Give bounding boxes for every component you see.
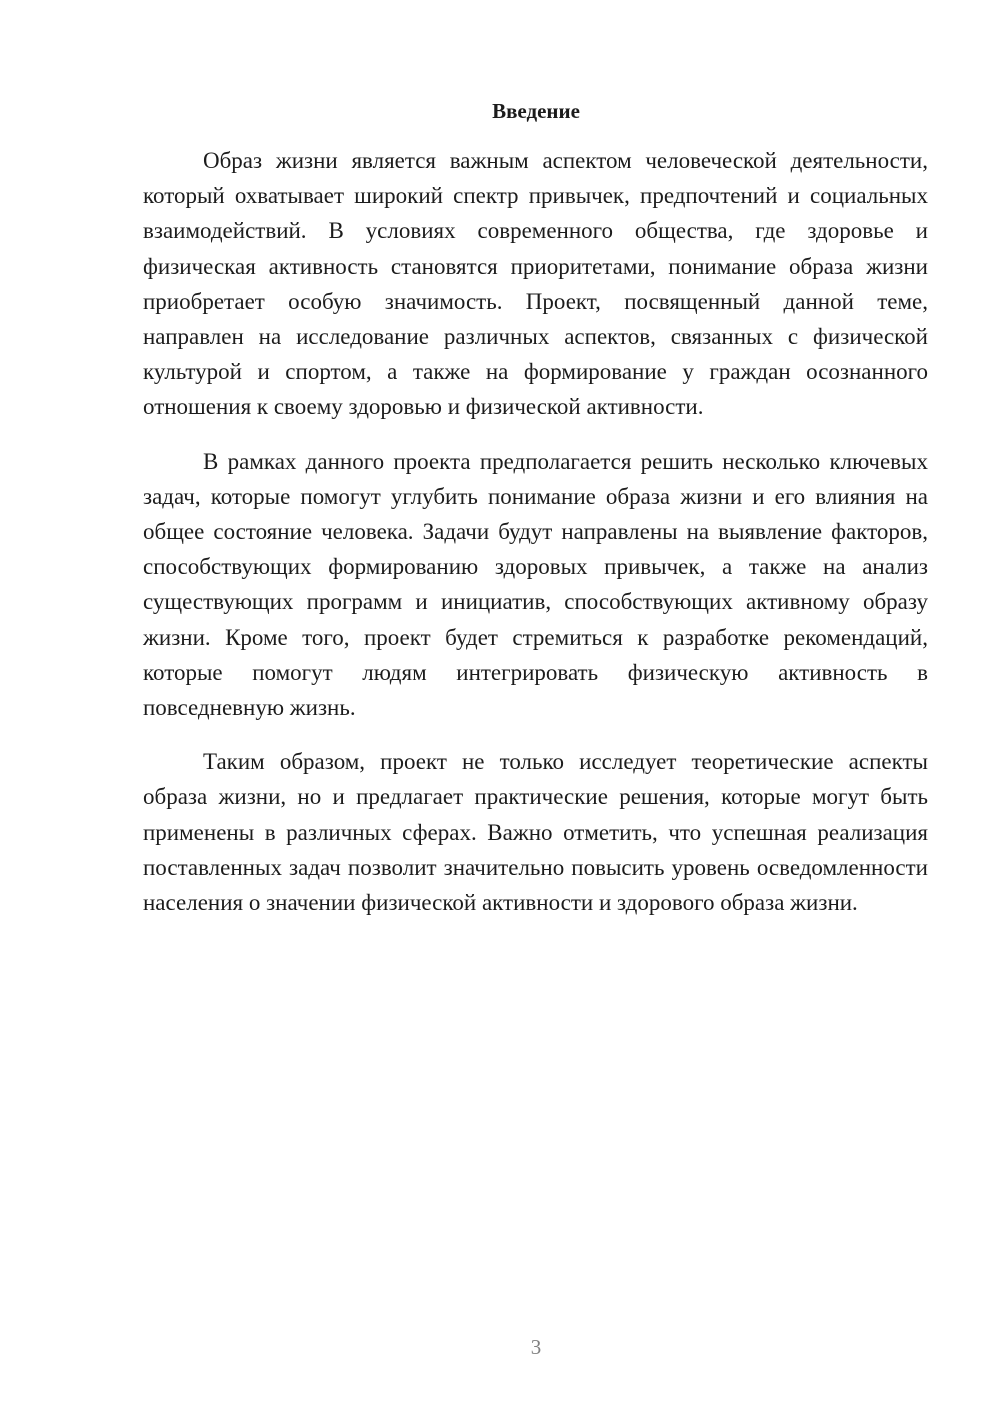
- paragraph-3: Таким образом, проект не только исследует теоретические аспекты образа жизни, но и предлагает практические решения, которые могут быть применены в различных сферах. Важно отметить, что успешная реализация поставленных задач позволит значительно повысить уровень осведомленности населения о значении физической активности и здорового образа жизни.: [143, 749, 928, 916]
- body-text: [143, 143, 928, 939]
- page-number: 3: [530, 1335, 542, 1359]
- section-title: Введение: [492, 99, 580, 123]
- paragraph-1: Образ жизни является важным аспектом человеческой деятельности, который охватывает широкий спектр привычек, предпочтений и социальных взаимодействий. В условиях современного общества, где здоровье и физическая активность становятся приоритетами, понимание образа жизни приобретает особую значимость. Проект, посвященный данной теме, направлен на исследование различных аспектов, связанных с физической культурой и спортом, а также на формирование у граждан осознанного отношения к своему здоровью и физической активности.: [143, 148, 928, 420]
- paragraph-2: В рамках данного проекта предполагается решить несколько ключевых задач, которые помогут углубить понимание образа жизни и его влияния на общее состояние человека. Задачи будут направлены на выявление факторов, способствующих формированию здоровых привычек, а также на анализ существующих программ и инициатив, способствующих активному образу жизни. Кроме того, проект будет стремиться к разработке рекомендаций, которые помогут людям интегрировать физическую активность в повседневную жизнь.: [143, 448, 928, 721]
